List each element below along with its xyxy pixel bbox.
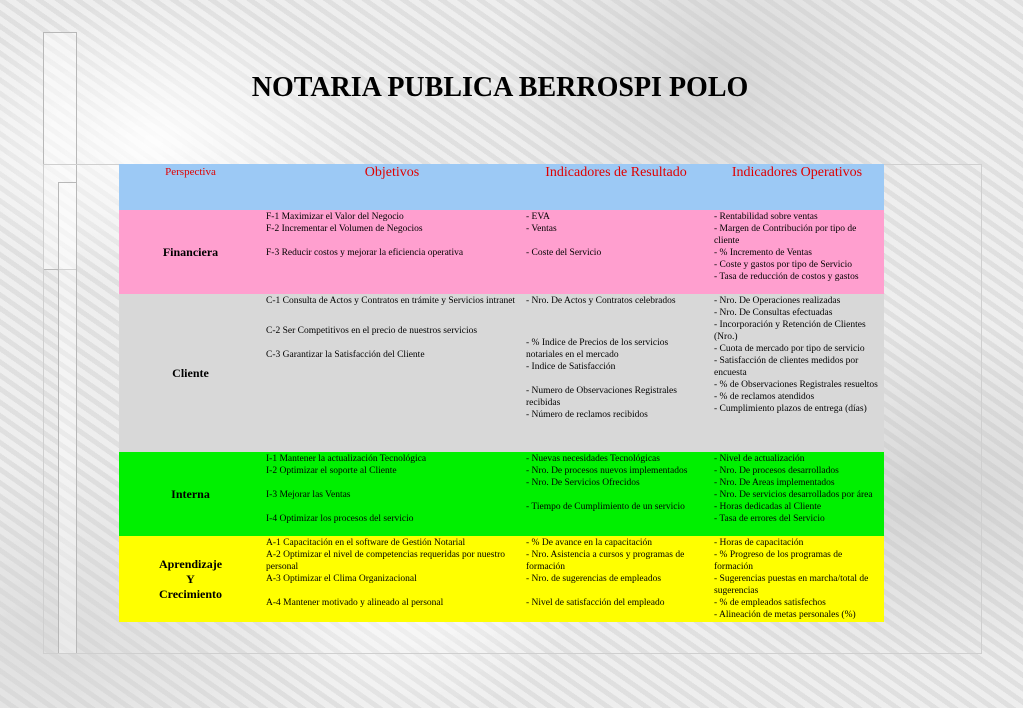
- operative-indicator: - Nro. De Operaciones realizadas: [714, 296, 841, 306]
- resultado-cell: [522, 536, 710, 622]
- objective-item: C-3 Garantizar la Satisfacción del Cliente: [266, 350, 425, 360]
- operative-indicator: - Coste y gastos por tipo de Servicio: [714, 260, 852, 270]
- objetivos-cell: [262, 536, 522, 622]
- operative-indicator: - Nro. De servicios desarrollados por área: [714, 490, 873, 500]
- result-indicator: - Indice de Satisfacción: [526, 362, 616, 372]
- objective-item: A-4 Mantener motivado y alineado al personal: [266, 598, 444, 608]
- result-indicator: - Nro. De procesos nuevos implementados: [526, 466, 688, 476]
- operative-indicator: - Cumplimiento plazos de entrega (días): [714, 404, 867, 414]
- resultado-cell: [522, 294, 710, 452]
- result-indicator: - Nro. De Servicios Ofrecidos: [526, 478, 640, 488]
- result-indicator: - EVA: [526, 212, 550, 222]
- operativos-cell: [710, 536, 884, 622]
- operative-indicator: - Rentabilidad sobre ventas: [714, 212, 818, 222]
- result-indicator: - Numero de Observaciones Registrales recibidas: [526, 386, 677, 408]
- perspective-line: Aprendizaje: [158, 556, 223, 571]
- objective-item: I-1 Mantener la actualización Tecnológica: [266, 454, 427, 464]
- table-row-aprendizaje: [119, 536, 884, 622]
- perspective-line: Y: [186, 571, 195, 586]
- objective-item: A-2 Optimizar el nivel de competencias requeridas por nuestro personal: [266, 550, 505, 572]
- perspective-line: Crecimiento: [158, 586, 223, 601]
- balanced-scorecard-table: [119, 164, 884, 622]
- spacer: [526, 585, 706, 597]
- objective-item: C-1 Consulta de Actos y Contratos en trámite y Servicios intranet: [266, 296, 516, 306]
- operative-indicator: - Incorporación y Retención de Clientes (Nro.): [714, 320, 866, 342]
- header-perspectiva: Perspectiva: [165, 166, 216, 178]
- spacer: [526, 373, 706, 385]
- result-indicator: - Tiempo de Cumplimiento de un servicio: [526, 502, 685, 512]
- objective-item: A-3 Optimizar el Clima Organizacional: [266, 574, 417, 584]
- objective-item: I-4 Optimizar los procesos del servicio: [266, 514, 414, 524]
- perspective-cliente: Cliente: [172, 365, 209, 380]
- operativos-cell: [710, 210, 884, 294]
- objetivos-cell: [262, 294, 522, 452]
- perspective-interna: Interna: [171, 486, 210, 501]
- objective-item: F-1 Maximizar el Valor del Negocio: [266, 212, 404, 222]
- result-indicator: - Nro. Asistencia a cursos y programas de formación: [526, 550, 685, 572]
- result-indicator: - Nro. De Actos y Contratos celebrados: [526, 296, 676, 306]
- objective-item: A-1 Capacitación en el software de Gestión Notarial: [266, 538, 466, 548]
- spacer: [266, 307, 518, 325]
- operative-indicator: - % de Observaciones Registrales resueltos: [714, 380, 878, 390]
- operativos-cell: [710, 294, 884, 452]
- operative-indicator: - Tasa de reducción de costos y gastos: [714, 272, 859, 282]
- operative-indicator: - Nro. De procesos desarrollados: [714, 466, 839, 476]
- result-indicator: - % De avance en la capacitación: [526, 538, 653, 548]
- operative-indicator: - Nro. De Consultas efectuadas: [714, 308, 833, 318]
- table-row-financiera: [119, 210, 884, 294]
- perspective-financiera: Financiera: [162, 244, 219, 259]
- operative-indicator: - Margen de Contribución por tipo de cliente: [714, 224, 857, 246]
- spacer: [266, 501, 518, 513]
- spacer: [526, 307, 706, 337]
- operative-indicator: - Tasa de errores del Servicio: [714, 514, 825, 524]
- resultado-cell: [522, 210, 710, 294]
- page-title: NOTARIA PUBLICA BERROSPI POLO: [251, 72, 749, 103]
- operativos-cell: [710, 452, 884, 536]
- result-indicator: - Nro. de sugerencias de empleados: [526, 574, 662, 584]
- table-row-cliente: [119, 294, 884, 452]
- header-objetivos: Objetivos: [364, 165, 420, 180]
- table-row-interna: [119, 452, 884, 536]
- spacer: [266, 585, 518, 597]
- result-indicator: - Número de reclamos recibidos: [526, 410, 648, 420]
- spacer: [266, 337, 518, 349]
- operative-indicator: - Cuota de mercado por tipo de servicio: [714, 344, 865, 354]
- result-indicator: - Ventas: [526, 224, 557, 234]
- objective-item: I-2 Optimizar el soporte al Cliente: [266, 466, 397, 476]
- operative-indicator: - Sugerencias puestas en marcha/total de sugerencias: [714, 574, 869, 596]
- operative-indicator: - % Progreso de los programas de formación: [714, 550, 843, 572]
- table-header-row: [119, 164, 884, 210]
- operative-indicator: - Horas dedicadas al Cliente: [714, 502, 822, 512]
- objective-item: C-2 Ser Competitivos en el precio de nuestros servicios: [266, 326, 478, 336]
- header-indicadores-resultado: Indicadores de Resultado: [545, 165, 687, 180]
- result-indicator: - Coste del Servicio: [526, 248, 602, 258]
- resultado-cell: [522, 452, 710, 536]
- header-indicadores-operativos: Indicadores Operativos: [731, 165, 863, 180]
- result-indicator: - Nivel de satisfacción del empleado: [526, 598, 665, 608]
- result-indicator: - % Indice de Precios de los servicios notariales en el mercado: [526, 338, 669, 360]
- result-indicator: - Nuevas necesidades Tecnológicas: [526, 454, 660, 464]
- objetivos-cell: [262, 452, 522, 536]
- objective-item: I-3 Mejorar las Ventas: [266, 490, 351, 500]
- spacer: [266, 477, 518, 489]
- operative-indicator: - % Incremento de Ventas: [714, 248, 812, 258]
- operative-indicator: - Nivel de actualización: [714, 454, 805, 464]
- objetivos-cell: [262, 210, 522, 294]
- operative-indicator: - % de reclamos atendidos: [714, 392, 815, 402]
- spacer: [526, 489, 706, 501]
- spacer: [266, 235, 518, 247]
- operative-indicator: - Satisfacción de clientes medidos por encuesta: [714, 356, 859, 378]
- operative-indicator: - Alineación de metas personales (%): [714, 610, 856, 620]
- spacer: [526, 235, 706, 247]
- operative-indicator: - Nro. De Areas implementados: [714, 478, 835, 488]
- perspective-aprendizaje: [119, 536, 262, 622]
- operative-indicator: - Horas de capacitación: [714, 538, 804, 548]
- objective-item: F-3 Reducir costos y mejorar la eficiencia operativa: [266, 248, 464, 258]
- operative-indicator: - % de empleados satisfechos: [714, 598, 826, 608]
- objective-item: F-2 Incrementar el Volumen de Negocios: [266, 224, 423, 234]
